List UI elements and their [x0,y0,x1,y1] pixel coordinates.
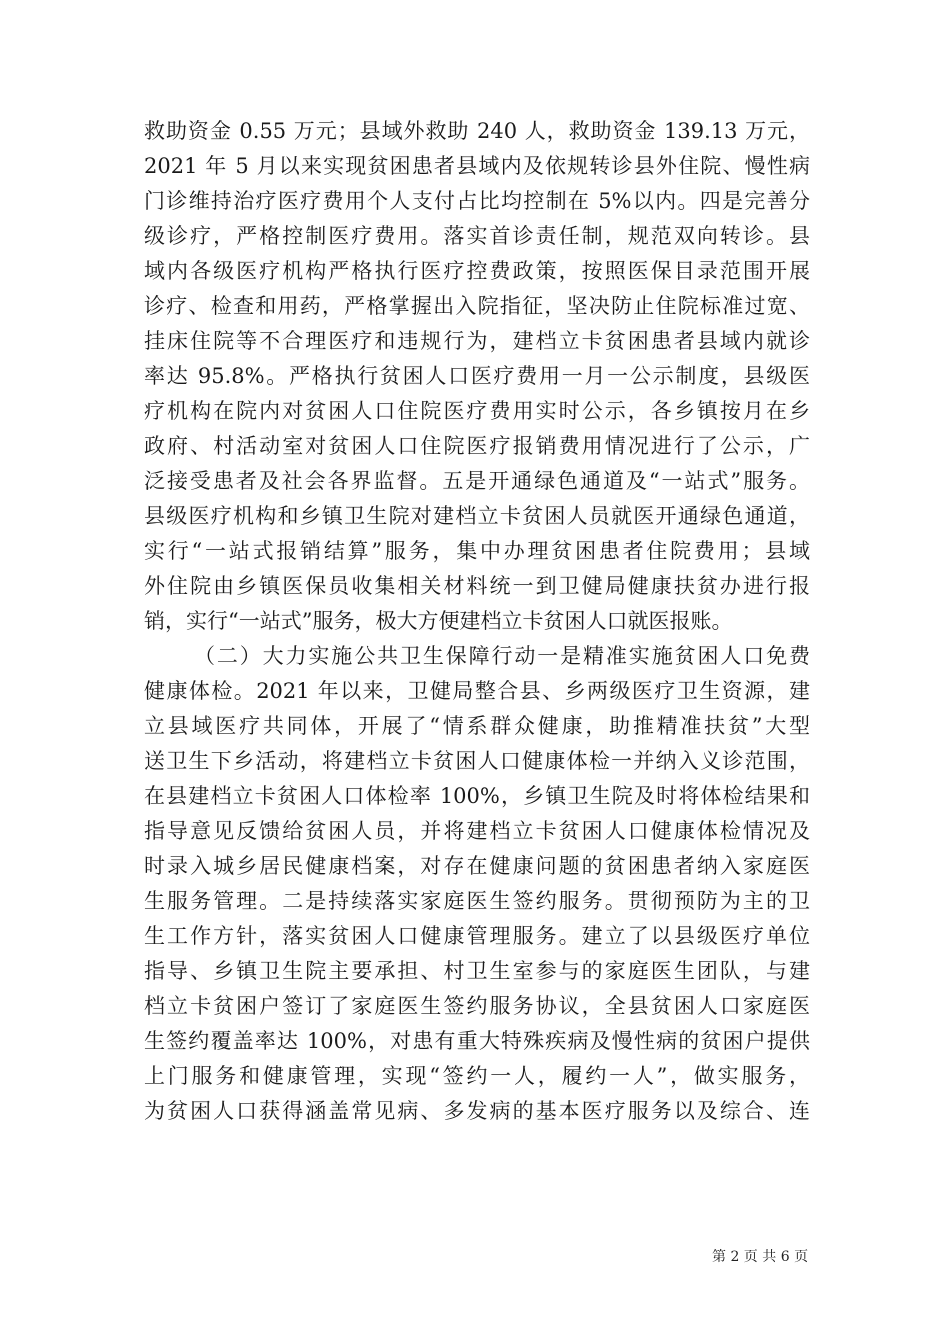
text-line: 上门服务和健康管理，实现“签约一人，履约一人”，做实服务， [144,1064,810,1088]
text-line: 域内各级医疗机构严格执行医疗控费政策，按照医保目录范围开展 [144,259,810,283]
text-line: 指导意见反馈给贫困人员，并将建档立卡贫困人口健康体检情况及 [144,819,810,843]
text-line: 立县域医疗共同体，开展了“情系群众健康，助推精准扶贫”大型 [144,714,810,738]
text-line: 生服务管理。二是持续落实家庭医生签约服务。贯彻预防为主的卫 [144,889,810,913]
page-number: 第 2 页 共 6 页 [712,1249,809,1265]
text-line: 县级医疗机构和乡镇卫生院对建档立卡贫困人员就医开通绿色通道， [144,504,810,528]
text-line: 挂床住院等不合理医疗和违规行为，建档立卡贫困患者县域内就诊 [144,329,810,353]
text-line: 生工作方针，落实贫困人口健康管理服务。建立了以县级医疗单位 [144,924,810,948]
text-line: 在县建档立卡贫困人口体检率 100%，乡镇卫生院及时将体检结果和 [144,784,810,808]
text-line: 级诊疗，严格控制医疗费用。落实首诊责任制，规范双向转诊。县 [144,224,810,248]
text-line: 门诊维持治疗医疗费用个人支付占比均控制在 5%以内。四是完善分 [144,189,810,213]
text-line: 外住院由乡镇医保员收集相关材料统一到卫健局健康扶贫办进行报 [144,574,810,598]
text-line: 送卫生下乡活动，将建档立卡贫困人口健康体检一并纳入义诊范围， [144,749,810,773]
text-line: 2021 年 5 月以来实现贫困患者县域内及依规转诊县外住院、慢性病 [144,154,810,178]
text-line: 指导、乡镇卫生院主要承担、村卫生室参与的家庭医生团队，与建 [144,959,810,983]
text-line: 政府、村活动室对贫困人口住院医疗报销费用情况进行了公示，广 [144,434,810,458]
text-line: 救助资金 0.55 万元；县域外救助 240 人，救助资金 139.13 万元， [144,119,810,143]
text-line: 疗机构在院内对贫困人口住院医疗费用实时公示，各乡镇按月在乡 [144,399,810,423]
text-line: 泛接受患者及社会各界监督。五是开通绿色通道及“一站式”服务。 [144,469,810,493]
text-line: 实行“一站式报销结算”服务，集中办理贫困患者住院费用；县域 [144,539,810,563]
document-body [144,114,810,1129]
text-line: 为贫困人口获得涵盖常见病、多发病的基本医疗服务以及综合、连 [144,1099,810,1123]
section-heading-line: （二）大力实施公共卫生保障行动一是精准实施贫困人口免费 [194,644,810,668]
text-line: 健康体检。2021 年以来，卫健局整合县、乡两级医疗卫生资源，建 [144,679,810,703]
text-line: 率达 95.8%。严格执行贫困人口医疗费用一月一公示制度，县级医 [144,364,810,388]
text-line: 档立卡贫困户签订了家庭医生签约服务协议，全县贫困人口家庭医 [144,994,810,1018]
text-line: 时录入城乡居民健康档案，对存在健康问题的贫困患者纳入家庭医 [144,854,810,878]
text-line: 生签约覆盖率达 100%，对患有重大特殊疾病及慢性病的贫困户提供 [144,1029,810,1053]
text-line: 诊疗、检查和用药，严格掌握出入院指征，坚决防止住院标准过宽、 [144,294,810,318]
text-line: 销，实行“一站式”服务，极大方便建档立卡贫困人口就医报账。 [144,609,733,633]
